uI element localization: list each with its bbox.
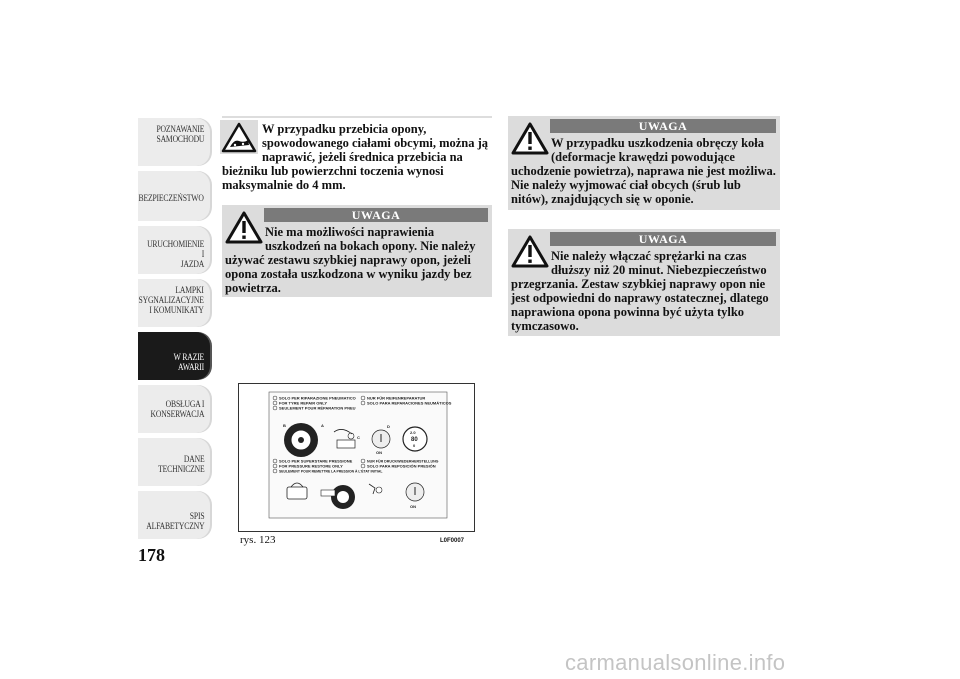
- tab-spis-alfabetyczny[interactable]: [138, 491, 210, 539]
- tab-label: OBSŁUGA I KONSERWACJA: [150, 399, 204, 419]
- icon-spacer: [225, 225, 265, 251]
- repair-kit-label-drawing: [239, 384, 474, 531]
- letter-a: A: [321, 423, 324, 428]
- column-divider: [222, 116, 492, 118]
- letter-b: B: [283, 423, 286, 428]
- watermark: carmanualsonline.info: [565, 650, 786, 675]
- icon-spacer: [511, 249, 551, 275]
- tab-poznawanie-samochodu[interactable]: [138, 118, 210, 166]
- label-es-pressure: SOLO PARA REPOSICIÓN PRESIÓN: [367, 463, 436, 469]
- tab-label: W RAZIE AWARII: [173, 352, 204, 372]
- tab-label: BEZPIECZEŃSTWO: [138, 193, 204, 203]
- label-de-repair: NUR FÜR REIFENREPARATUR: [367, 395, 426, 401]
- warning-title: UWAGA: [264, 208, 488, 222]
- warning-box-compressor: [508, 229, 780, 336]
- label-fr-repair: SEULEMENT POUR RÉPARATION PNEU: [279, 405, 356, 411]
- pressure-gauge-icon: [403, 427, 427, 451]
- warning-text: [225, 225, 487, 295]
- figure-caption: rys. 123: [240, 534, 276, 546]
- tab-lampki-sygnalizacyjne[interactable]: [138, 279, 210, 327]
- on-label-bottom: ON: [410, 504, 416, 509]
- warning-text-content: Nie ma możliwości naprawienia uszkodzeń na bokach opony. Nie należy używać zestawu szybkiej naprawy opon, jeżeli opona została uszkodzona w wyniku jazdy bez powietrza.: [225, 225, 476, 295]
- icon-spacer: [511, 136, 551, 162]
- warning-text: [511, 249, 776, 333]
- on-label-top: ON: [376, 450, 382, 455]
- gauge-num-2: 80: [411, 437, 418, 443]
- warning-box-sidewall: [222, 205, 492, 297]
- gauge-num-1: 2.0: [410, 430, 416, 435]
- label-mid-right: [361, 459, 439, 469]
- tab-label: LAMPKI SYGNALIZACYJNE I KOMUNIKATY: [138, 285, 204, 315]
- tab-label: DANE TECHNICZNE: [157, 454, 204, 474]
- letter-d: D: [387, 424, 390, 429]
- label-it-pressure: SOLO PER SUPERSTARE PRESSIONE: [279, 458, 353, 464]
- gauge-num-3: 0: [413, 443, 416, 448]
- intro-paragraph: [222, 122, 492, 192]
- warning-text-content: W przypadku uszkodzenia obręczy koła (deformacje krawędzi powodujące uchodzenie powietrza), naprawa nie jest możliwa. Nie należy wyjmować ciał obcych (śrub lub nitów), znajdujących się w oponie.: [511, 136, 776, 206]
- label-en-pressure: FOR PRESSURE RESTORE ONLY: [279, 463, 343, 469]
- tab-label: POZNAWANIE SAMOCHODU: [156, 124, 204, 144]
- page-number: 178: [138, 545, 165, 565]
- warning-box-rim: [508, 116, 780, 210]
- tab-dane-techniczne[interactable]: [138, 438, 210, 486]
- intro-text: W przypadku przebicia opony, spowodowanego ciałami obcymi, można ją naprawić, jeżeli średnica przebicia na bieżniku lub powierzchni toczenia wynosi maksymalnie do 4 mm.: [222, 122, 489, 192]
- warning-title: UWAGA: [550, 232, 776, 246]
- label-en-repair: FOR TYRE REPAIR ONLY: [279, 400, 328, 406]
- tab-label: URUCHOMIENIE I JAZDA: [146, 239, 204, 269]
- figure-code: L0F0007: [440, 538, 465, 544]
- tab-uruchomienie-i-jazda[interactable]: [138, 226, 210, 274]
- tire-icon: [284, 423, 318, 457]
- icon-spacer: [222, 122, 262, 162]
- warning-title: UWAGA: [550, 119, 776, 133]
- label-fr-pressure: SEULEMENT POUR REMETTRE LA PRESSION À L'ÉTAT INITIAL: [279, 469, 383, 474]
- warning-text-content: Nie należy włączać sprężarki na czas dłuższy niż 20 minut. Niebezpieczeństwo przegrzania. Zestaw szybkiej naprawy opon nie jest odpowiedni do naprawy ostatecznej, dlatego naprawiona opona powinna być użyta tylko tymczasowo.: [511, 249, 769, 333]
- label-de-pressure: NUR FÜR DRUCKWIEDERHERSTELLUNG: [367, 459, 439, 464]
- warning-text: [511, 136, 776, 206]
- tab-label: SPIS ALFABETYCZNY: [145, 511, 204, 531]
- tab-w-razie-awarii[interactable]: [138, 332, 210, 380]
- tab-bezpieczenstwo[interactable]: [138, 171, 210, 221]
- letter-c: C: [357, 435, 360, 440]
- tab-obsluga-i-konserwacja[interactable]: [138, 385, 210, 433]
- figure-repair-kit-label: [238, 383, 475, 532]
- label-it-repair: SOLO PER RIPARAZIONE PNEUMATICO: [279, 395, 356, 401]
- label-es-repair: SOLO PARA REPARACIONES NEUMÁTICOS: [367, 400, 452, 406]
